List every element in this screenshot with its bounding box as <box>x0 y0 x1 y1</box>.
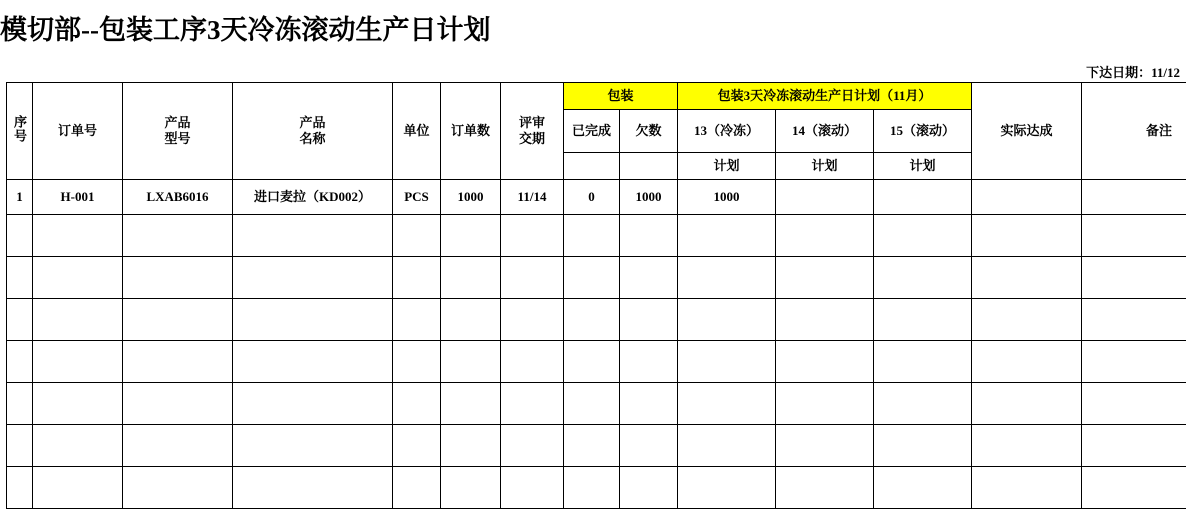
cell-actual[interactable] <box>972 425 1082 467</box>
header-completed-spacer <box>564 153 620 180</box>
cell-day-14[interactable] <box>776 341 874 383</box>
cell-day-14[interactable] <box>776 425 874 467</box>
cell-model[interactable] <box>123 425 233 467</box>
cell-review-date[interactable] <box>501 257 564 299</box>
cell-owed[interactable] <box>620 383 678 425</box>
cell-seq[interactable]: 1 <box>7 180 33 215</box>
cell-remark[interactable] <box>1082 383 1186 425</box>
cell-owed[interactable] <box>620 341 678 383</box>
header-day-15: 15（滚动） <box>874 110 972 153</box>
cell-unit[interactable] <box>393 425 441 467</box>
cell-order-no[interactable] <box>33 425 123 467</box>
header-product-model-line1: 产品 <box>123 115 232 131</box>
cell-unit[interactable] <box>393 341 441 383</box>
header-product-model <box>123 83 233 180</box>
cell-name[interactable] <box>233 341 393 383</box>
cell-completed[interactable] <box>564 215 620 257</box>
cell-completed[interactable] <box>564 299 620 341</box>
header-review-date-line2: 交期 <box>501 131 563 147</box>
header-group-3day-plan: 包装3天冷冻滚动生产日计划（11月） <box>678 83 972 110</box>
cell-order-qty[interactable]: 1000 <box>441 180 501 215</box>
header-owed-spacer <box>620 153 678 180</box>
cell-model[interactable] <box>123 257 233 299</box>
cell-day-14[interactable] <box>776 215 874 257</box>
cell-remark[interactable] <box>1082 180 1186 215</box>
cell-review-date[interactable] <box>501 467 564 509</box>
cell-remark[interactable] <box>1082 299 1186 341</box>
cell-order-no[interactable] <box>33 341 123 383</box>
cell-review-date[interactable] <box>501 383 564 425</box>
cell-day-15[interactable] <box>874 425 972 467</box>
header-owed: 欠数 <box>620 110 678 153</box>
cell-owed[interactable]: 1000 <box>620 180 678 215</box>
cell-day-15[interactable] <box>874 257 972 299</box>
cell-order-qty[interactable] <box>441 383 501 425</box>
table-row[interactable] <box>7 257 1186 299</box>
cell-day-13[interactable] <box>678 299 776 341</box>
cell-remark[interactable] <box>1082 257 1186 299</box>
cell-actual[interactable] <box>972 467 1082 509</box>
cell-owed[interactable] <box>620 257 678 299</box>
header-actual: 实际达成 <box>972 83 1082 180</box>
cell-order-no[interactable] <box>33 383 123 425</box>
header-product-model-line2: 型号 <box>123 131 232 147</box>
header-day-15-plan: 计划 <box>874 153 972 180</box>
cell-name[interactable] <box>233 215 393 257</box>
cell-day-13[interactable] <box>678 467 776 509</box>
cell-order-qty[interactable] <box>441 467 501 509</box>
cell-name[interactable] <box>233 467 393 509</box>
page-title: 模切部--包装工序3天冷冻滚动生产日计划 <box>0 8 490 47</box>
table-group-header-row <box>7 83 1186 110</box>
cell-remark[interactable] <box>1082 467 1186 509</box>
cell-name[interactable] <box>233 425 393 467</box>
cell-unit[interactable] <box>393 299 441 341</box>
cell-order-qty[interactable] <box>441 215 501 257</box>
cell-actual[interactable] <box>972 299 1082 341</box>
table-row[interactable] <box>7 299 1186 341</box>
cell-completed[interactable] <box>564 425 620 467</box>
header-review-date-line1: 评审 <box>501 115 563 131</box>
cell-owed[interactable] <box>620 299 678 341</box>
cell-model[interactable] <box>123 299 233 341</box>
cell-day-15[interactable] <box>874 341 972 383</box>
header-product-name-line1: 产品 <box>233 115 392 131</box>
cell-review-date[interactable] <box>501 299 564 341</box>
cell-order-qty[interactable] <box>441 299 501 341</box>
cell-unit[interactable] <box>393 383 441 425</box>
cell-day-14[interactable] <box>776 383 874 425</box>
cell-order-no[interactable] <box>33 257 123 299</box>
cell-day-14[interactable] <box>776 299 874 341</box>
cell-day-13[interactable] <box>678 383 776 425</box>
cell-remark[interactable] <box>1082 425 1186 467</box>
cell-model[interactable]: LXAB6016 <box>123 180 233 215</box>
header-seq-label: 序号 <box>13 115 26 143</box>
cell-day-14[interactable] <box>776 180 874 215</box>
cell-seq[interactable] <box>7 215 33 257</box>
cell-day-15[interactable] <box>874 383 972 425</box>
cell-completed[interactable]: 0 <box>564 180 620 215</box>
cell-day-14[interactable] <box>776 467 874 509</box>
header-group-packaging: 包装 <box>564 83 678 110</box>
table-row[interactable] <box>7 180 1186 215</box>
header-unit: 单位 <box>393 83 441 180</box>
header-completed: 已完成 <box>564 110 620 153</box>
header-product-name-line2: 名称 <box>233 131 392 147</box>
cell-name[interactable] <box>233 257 393 299</box>
cell-day-15[interactable] <box>874 467 972 509</box>
cell-order-qty[interactable] <box>441 425 501 467</box>
table-row[interactable] <box>7 425 1186 467</box>
cell-actual[interactable] <box>972 257 1082 299</box>
header-seq <box>7 83 33 180</box>
cell-order-no[interactable] <box>33 215 123 257</box>
cell-seq[interactable] <box>7 341 33 383</box>
cell-order-no[interactable]: H-001 <box>33 180 123 215</box>
cell-seq[interactable] <box>7 257 33 299</box>
cell-day-13[interactable] <box>678 215 776 257</box>
cell-seq[interactable] <box>7 467 33 509</box>
issue-date-label: 下达日期：11/12 <box>1086 62 1180 81</box>
cell-review-date[interactable] <box>501 425 564 467</box>
header-remark: 备注 <box>1082 83 1186 180</box>
cell-remark[interactable] <box>1082 341 1186 383</box>
cell-completed[interactable] <box>564 341 620 383</box>
cell-model[interactable] <box>123 467 233 509</box>
cell-day-15[interactable] <box>874 180 972 215</box>
header-day-14-plan: 计划 <box>776 153 874 180</box>
cell-review-date[interactable]: 11/14 <box>501 180 564 215</box>
table-row[interactable] <box>7 215 1186 257</box>
cell-owed[interactable] <box>620 467 678 509</box>
cell-owed[interactable] <box>620 215 678 257</box>
cell-unit[interactable] <box>393 467 441 509</box>
production-plan-table <box>6 82 1186 509</box>
cell-actual[interactable] <box>972 341 1082 383</box>
cell-name[interactable] <box>233 299 393 341</box>
cell-seq[interactable] <box>7 383 33 425</box>
header-day-13-plan: 计划 <box>678 153 776 180</box>
cell-unit[interactable] <box>393 257 441 299</box>
cell-order-no[interactable] <box>33 299 123 341</box>
cell-review-date[interactable] <box>501 215 564 257</box>
cell-day-13[interactable] <box>678 341 776 383</box>
cell-day-15[interactable] <box>874 299 972 341</box>
header-order-qty: 订单数 <box>441 83 501 180</box>
cell-completed[interactable] <box>564 257 620 299</box>
cell-name[interactable]: 进口麦拉（KD002） <box>233 180 393 215</box>
cell-day-15[interactable] <box>874 215 972 257</box>
cell-completed[interactable] <box>564 467 620 509</box>
table-row[interactable] <box>7 383 1186 425</box>
cell-completed[interactable] <box>564 383 620 425</box>
cell-order-no[interactable] <box>33 467 123 509</box>
cell-review-date[interactable] <box>501 341 564 383</box>
cell-model[interactable] <box>123 341 233 383</box>
cell-day-13[interactable]: 1000 <box>678 180 776 215</box>
cell-seq[interactable] <box>7 425 33 467</box>
cell-actual[interactable] <box>972 180 1082 215</box>
table-row[interactable] <box>7 341 1186 383</box>
cell-order-qty[interactable] <box>441 257 501 299</box>
cell-actual[interactable] <box>972 215 1082 257</box>
cell-day-13[interactable] <box>678 257 776 299</box>
header-review-date <box>501 83 564 180</box>
cell-name[interactable] <box>233 383 393 425</box>
cell-actual[interactable] <box>972 383 1082 425</box>
cell-remark[interactable] <box>1082 215 1186 257</box>
cell-owed[interactable] <box>620 425 678 467</box>
header-product-name <box>233 83 393 180</box>
cell-seq[interactable] <box>7 299 33 341</box>
cell-order-qty[interactable] <box>441 341 501 383</box>
cell-model[interactable] <box>123 215 233 257</box>
header-order-no: 订单号 <box>33 83 123 180</box>
table-row[interactable] <box>7 467 1186 509</box>
cell-model[interactable] <box>123 383 233 425</box>
cell-day-14[interactable] <box>776 257 874 299</box>
header-day-14: 14（滚动） <box>776 110 874 153</box>
cell-day-13[interactable] <box>678 425 776 467</box>
cell-unit[interactable]: PCS <box>393 180 441 215</box>
header-day-13: 13（冷冻） <box>678 110 776 153</box>
cell-unit[interactable] <box>393 215 441 257</box>
